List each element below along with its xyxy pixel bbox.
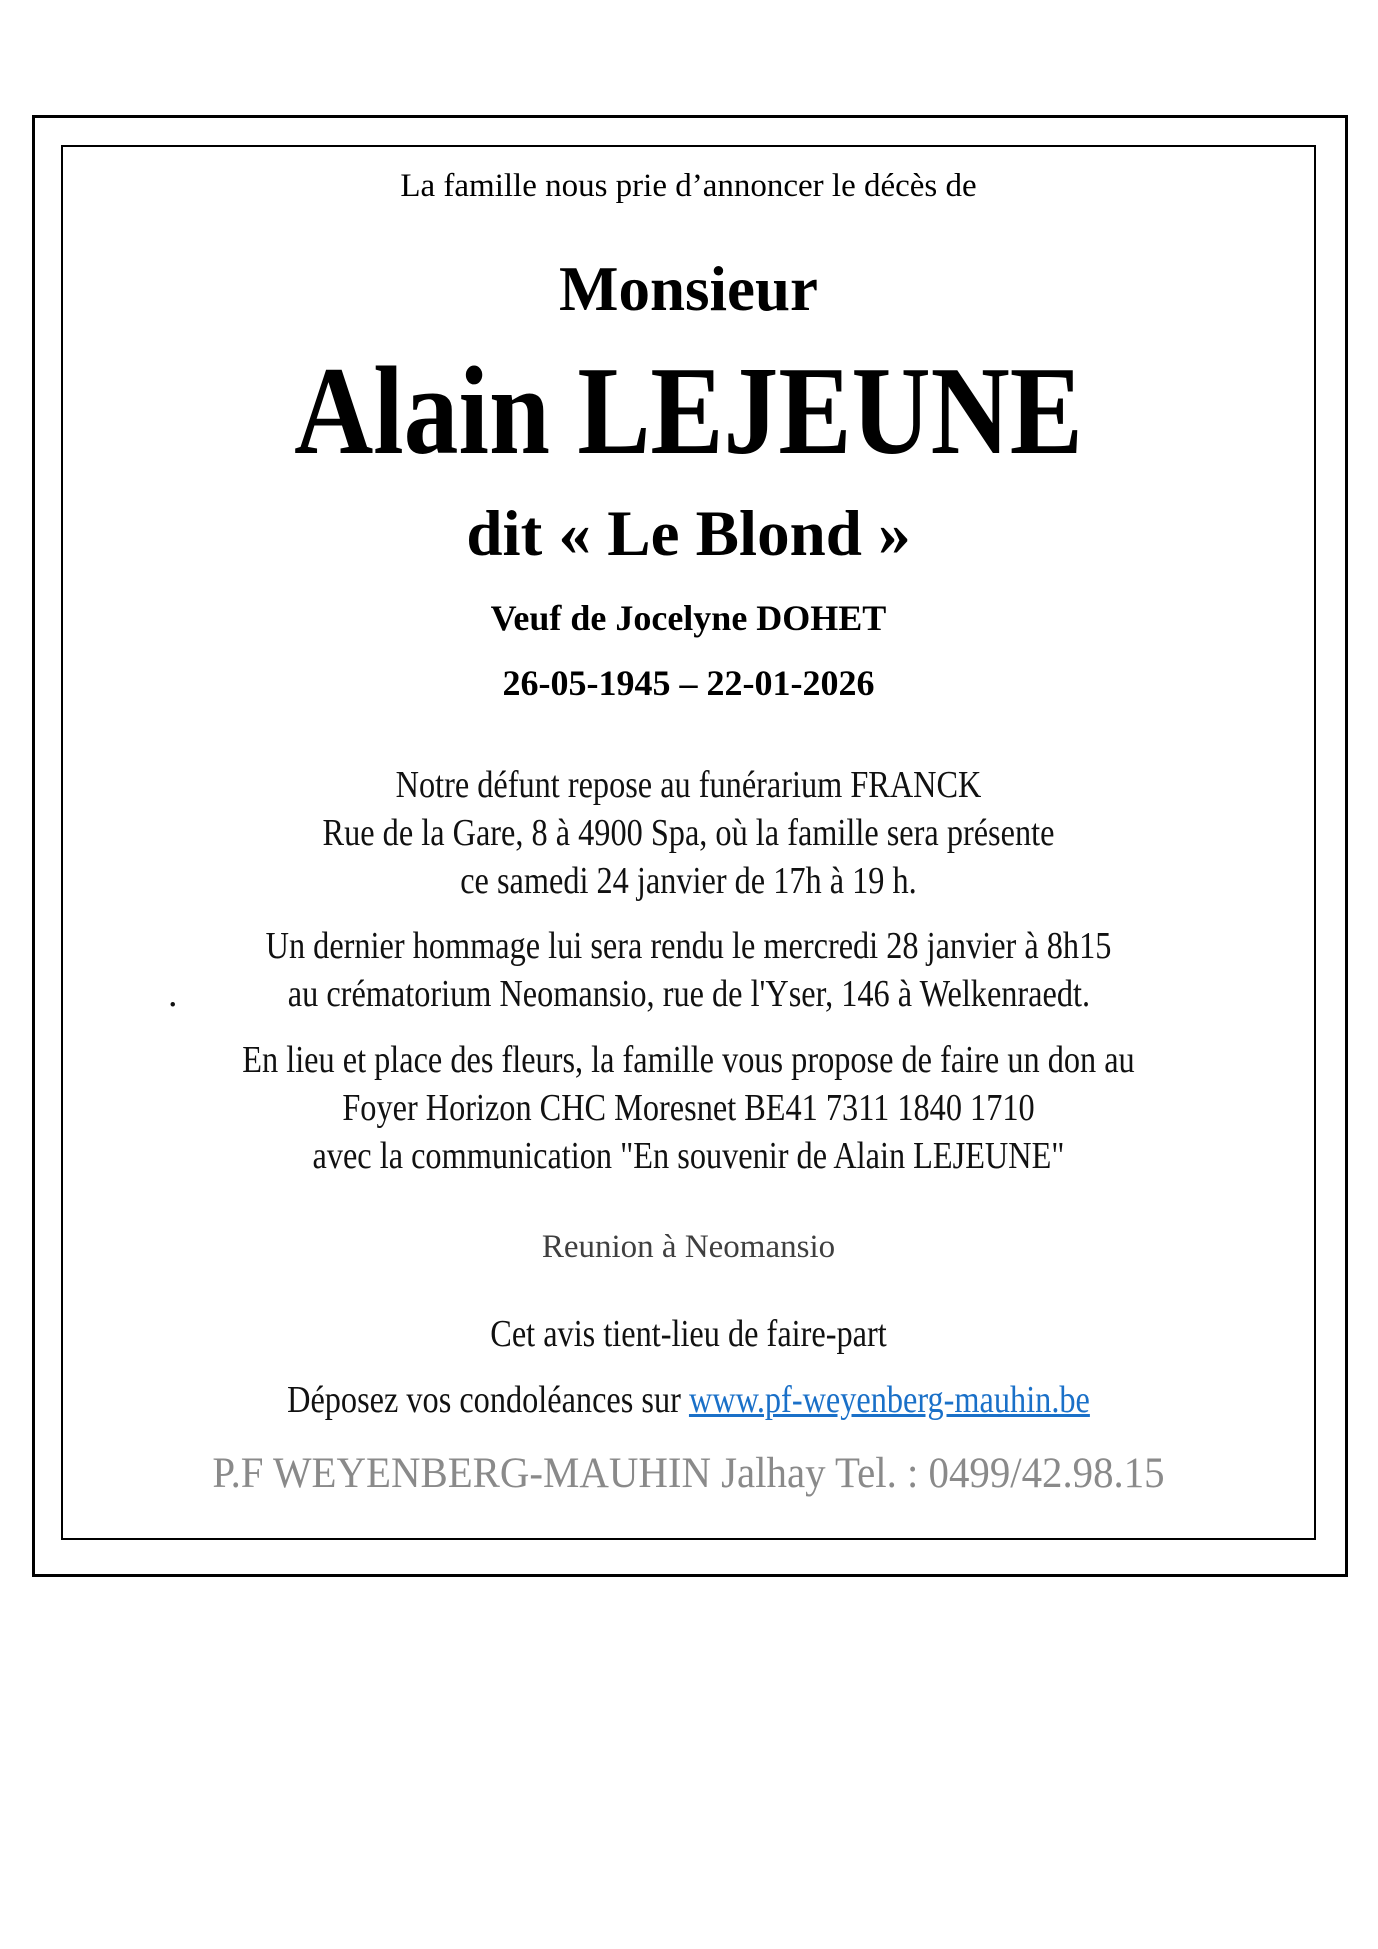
tribute-line-2-text: au crématorium Neomansio, rue de l'Yser, 146 à Welkenraedt. bbox=[287, 973, 1090, 1015]
widower-line: Veuf de Jocelyne DOHET bbox=[490, 598, 887, 638]
donation-line-3: avec la communication "En souvenir de Alain LEJEUNE" bbox=[312, 1135, 1065, 1177]
repose-line-2: Rue de la Gare, 8 à 4900 Spa, où la famille sera présente bbox=[322, 812, 1055, 854]
tribute-line-2 bbox=[63, 970, 1314, 1018]
deceased-nickname: dit « Le Blond » bbox=[466, 498, 911, 570]
funeral-home-footer: P.F WEYENBERG-MAUHIN Jalhay Tel. : 0499/42.98.15 bbox=[212, 1450, 1165, 1497]
repose-line-3: ce samedi 24 janvier de 17h à 19 h. bbox=[460, 860, 917, 902]
reunion-line: Reunion à Neomansio bbox=[541, 1229, 836, 1265]
condolences-line bbox=[157, 1376, 1220, 1424]
donation-line-2: Foyer Horizon CHC Moresnet BE41 7311 1840 1710 bbox=[342, 1087, 1035, 1129]
donation-line-1: En lieu et place des fleurs, la famille vous propose de faire un don au bbox=[242, 1039, 1135, 1081]
condolences-link[interactable]: www.pf-weyenberg-mauhin.be bbox=[688, 1379, 1090, 1421]
condolences-prefix: Déposez vos condoléances sur bbox=[287, 1379, 689, 1421]
inner-border bbox=[61, 145, 1316, 1540]
deceased-name: Alain LEJEUNE bbox=[294, 342, 1083, 481]
stray-period: . bbox=[168, 973, 178, 1015]
tribute-line-1: Un dernier hommage lui sera rendu le mercredi 28 janvier à 8h15 bbox=[265, 925, 1112, 967]
birth-death-dates: 26-05-1945 – 22-01-2026 bbox=[502, 663, 875, 703]
repose-line-1: Notre défunt repose au funérarium FRANCK bbox=[395, 764, 982, 806]
notice-line: Cet avis tient-lieu de faire-part bbox=[490, 1313, 887, 1355]
intro-line: La famille nous prie d’annoncer le décès de bbox=[400, 168, 977, 204]
civility-title: Monsieur bbox=[559, 254, 818, 324]
